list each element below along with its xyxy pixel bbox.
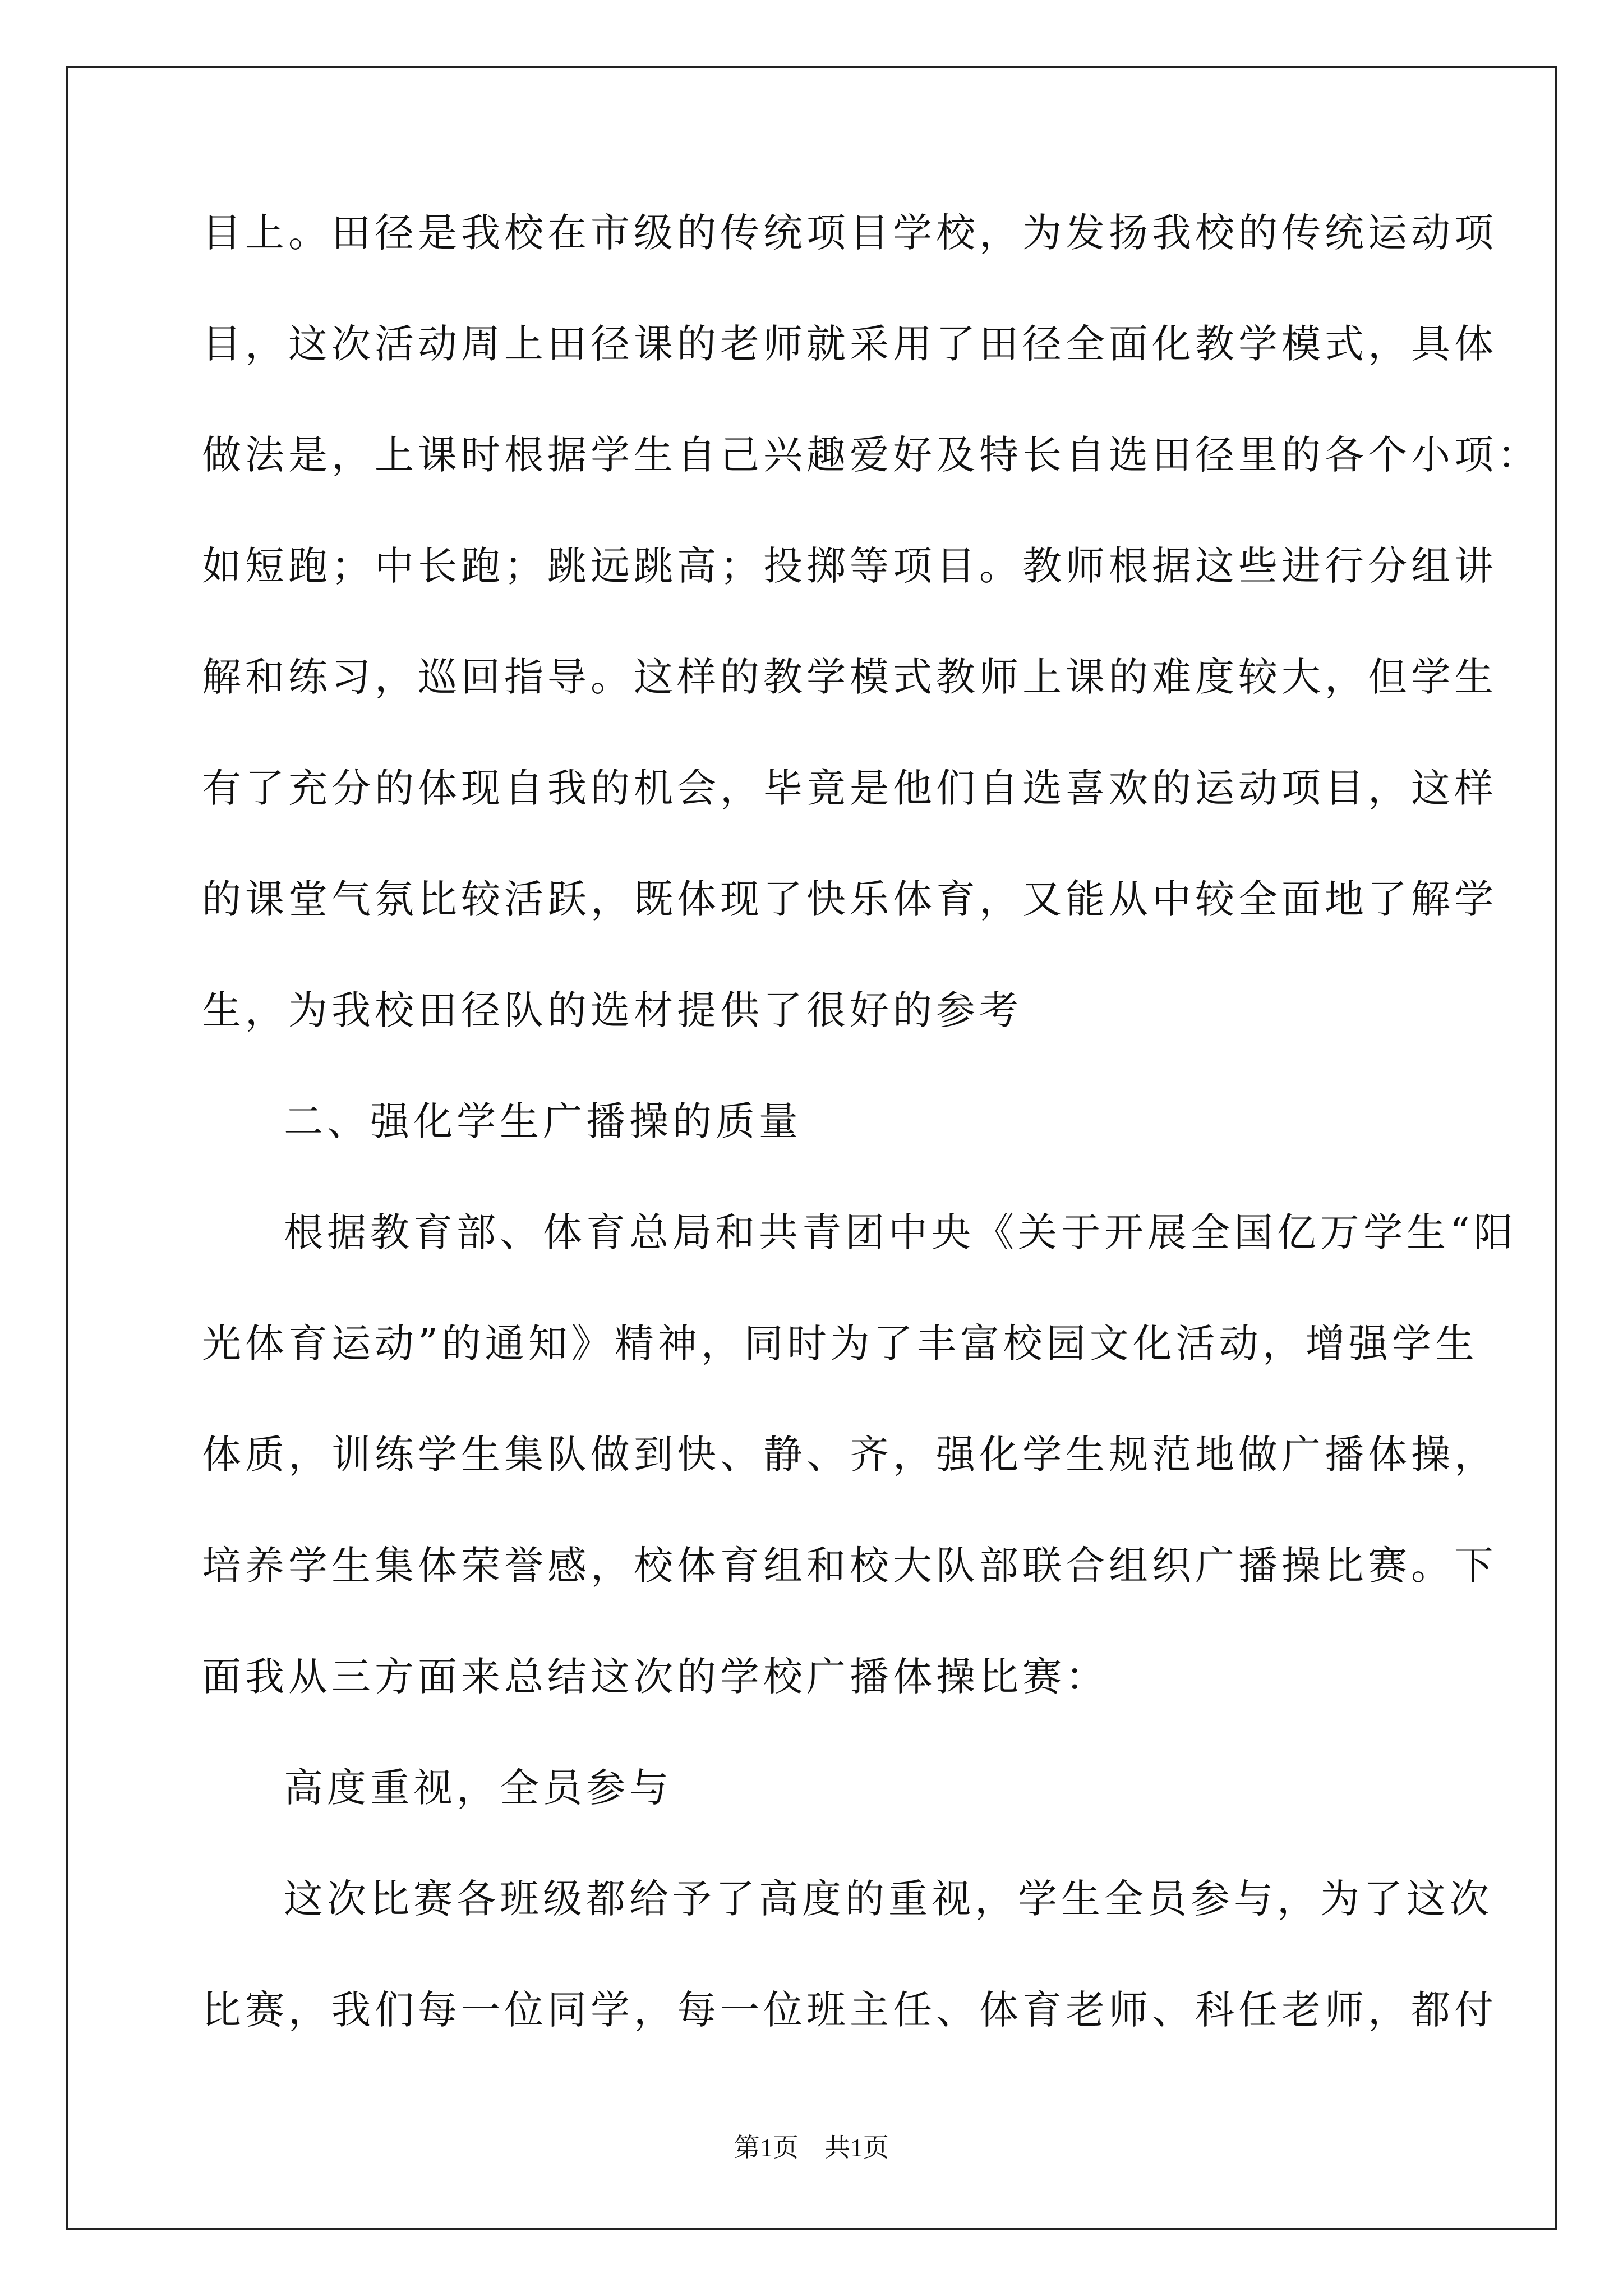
paragraph-line: 目，这次活动周上田径课的老师就采用了田径全面化教学模式，具体 (202, 321, 1497, 367)
paragraph-line: 有了充分的体现自我的机会，毕竟是他们自选喜欢的运动项目，这样 (202, 765, 1497, 811)
paragraph-line: 生，为我校田径队的选材提供了很好的参考 (202, 987, 1022, 1033)
paragraph-line: 目上。田径是我校在市级的传统项目学校，为发扬我校的传统运动项 (202, 210, 1497, 256)
paragraph-line: 比赛，我们每一位同学，每一位班主任、体育老师、科任老师，都付 (202, 1987, 1497, 2033)
paragraph-line: 这次比赛各班级都给予了高度的重视，学生全员参与，为了这次 (284, 1876, 1493, 1922)
paragraph-line: 根据教育部、体育总局和共青团中央《关于开展全国亿万学生“阳 (284, 1209, 1517, 1255)
section-heading: 二、强化学生广播操的质量 (284, 1098, 802, 1144)
paragraph-line: 如短跑；中长跑；跳远跳高；投掷等项目。教师根据这些进行分组讲 (202, 543, 1497, 589)
subsection-heading: 高度重视，全员参与 (284, 1765, 672, 1811)
paragraph-line: 做法是，上课时根据学生自己兴趣爱好及特长自选田径里的各个小项： (202, 432, 1541, 478)
paragraph-line: 的课堂气氛比较活跃，既体现了快乐体育，又能从中较全面地了解学 (202, 876, 1497, 922)
paragraph-line: 解和练习，巡回指导。这样的教学模式教师上课的难度较大，但学生 (202, 654, 1497, 700)
page-number-footer: 第1页 共1页 (734, 2133, 889, 2162)
document-body (202, 210, 1541, 2101)
paragraph-line: 体质，训练学生集队做到快、静、齐，强化学生规范地做广播体操， (202, 1432, 1497, 1478)
paragraph-line: 培养学生集体荣誉感，校体育组和校大队部联合组织广播操比赛。下 (202, 1543, 1497, 1589)
paragraph-line: 面我从三方面来总结这次的学校广播体操比赛： (202, 1654, 1109, 1700)
paragraph-line: 光体育运动”的通知》精神，同时为了丰富校园文化活动，增强学生 (202, 1320, 1478, 1366)
